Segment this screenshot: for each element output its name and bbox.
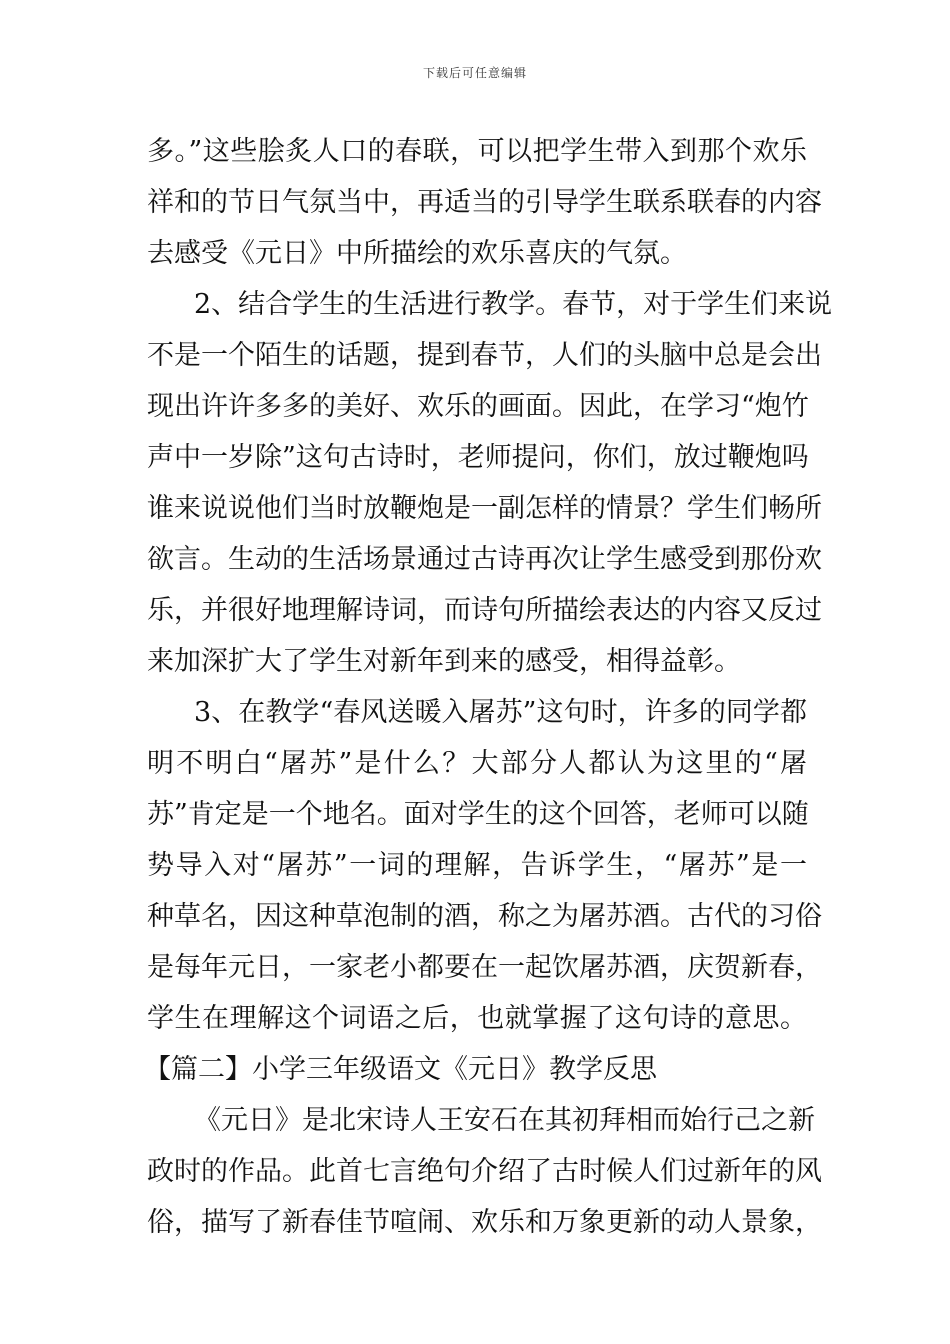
section-heading: 【篇二】小学三年级语文《元日》教学反思 <box>144 1054 657 1085</box>
text-line: 势导入对“屠苏”一词的理解，告诉学生，“屠苏”是一 <box>147 850 807 881</box>
text-line: 学生在理解这个词语之后，也就掌握了这句诗的意思。 <box>147 1003 807 1034</box>
text-line: 多。”这些脍炙人口的春联，可以把学生带入到那个欢乐 <box>147 136 807 167</box>
text-line: 不是一个陌生的话题，提到春节，人们的头脑中总是会出 <box>147 340 822 371</box>
text-line: 2、结合学生的生活进行教学。春节，对于学生们来说 <box>194 289 833 320</box>
text-line: 政时的作品。此首七言绝句介绍了古时候人们过新年的风 <box>147 1156 822 1187</box>
text-line: 乐，并很好地理解诗词，而诗句所描绘表达的内容又反过 <box>147 595 822 626</box>
text-line: 来加深扩大了学生对新年到来的感受，相得益彰。 <box>147 646 741 677</box>
page-header: 下载后可任意编辑 <box>422 66 527 80</box>
text-line: 谁来说说他们当时放鞭炮是一副怎样的情景？学生们畅所 <box>147 493 822 524</box>
text-line: 种草名，因这种草泡制的酒，称之为屠苏酒。古代的习俗 <box>147 901 822 932</box>
text-line: 明不明白“屠苏”是什么？大部分人都认为这里的“屠 <box>147 748 807 779</box>
text-line: 声中一岁除”这句古诗时，老师提问，你们，放过鞭炮吗 <box>147 442 809 473</box>
text-line: 《元日》是北宋诗人王安石在其初拜相而始行己之新 <box>194 1105 815 1136</box>
document-body <box>144 126 833 1248</box>
text-line: 苏”肯定是一个地名。面对学生的这个回答，老师可以随 <box>147 799 809 830</box>
text-line: 去感受《元日》中所描绘的欢乐喜庆的气氛。 <box>147 238 687 269</box>
text-line: 现出许许多多的美好、欢乐的画面。因此，在学习“炮竹 <box>147 391 809 422</box>
text-line: 欲言。生动的生活场景通过古诗再次让学生感受到那份欢 <box>147 544 822 575</box>
text-line: 祥和的节日气氛当中，再适当的引导学生联系联春的内容 <box>147 187 822 218</box>
text-line: 3、在教学“春风送暖入屠苏”这句时，许多的同学都 <box>194 697 807 728</box>
text-line: 俗，描写了新春佳节喧闹、欢乐和万象更新的动人景象， <box>147 1207 822 1238</box>
text-line: 是每年元日，一家老小都要在一起饮屠苏酒，庆贺新春， <box>147 952 822 983</box>
